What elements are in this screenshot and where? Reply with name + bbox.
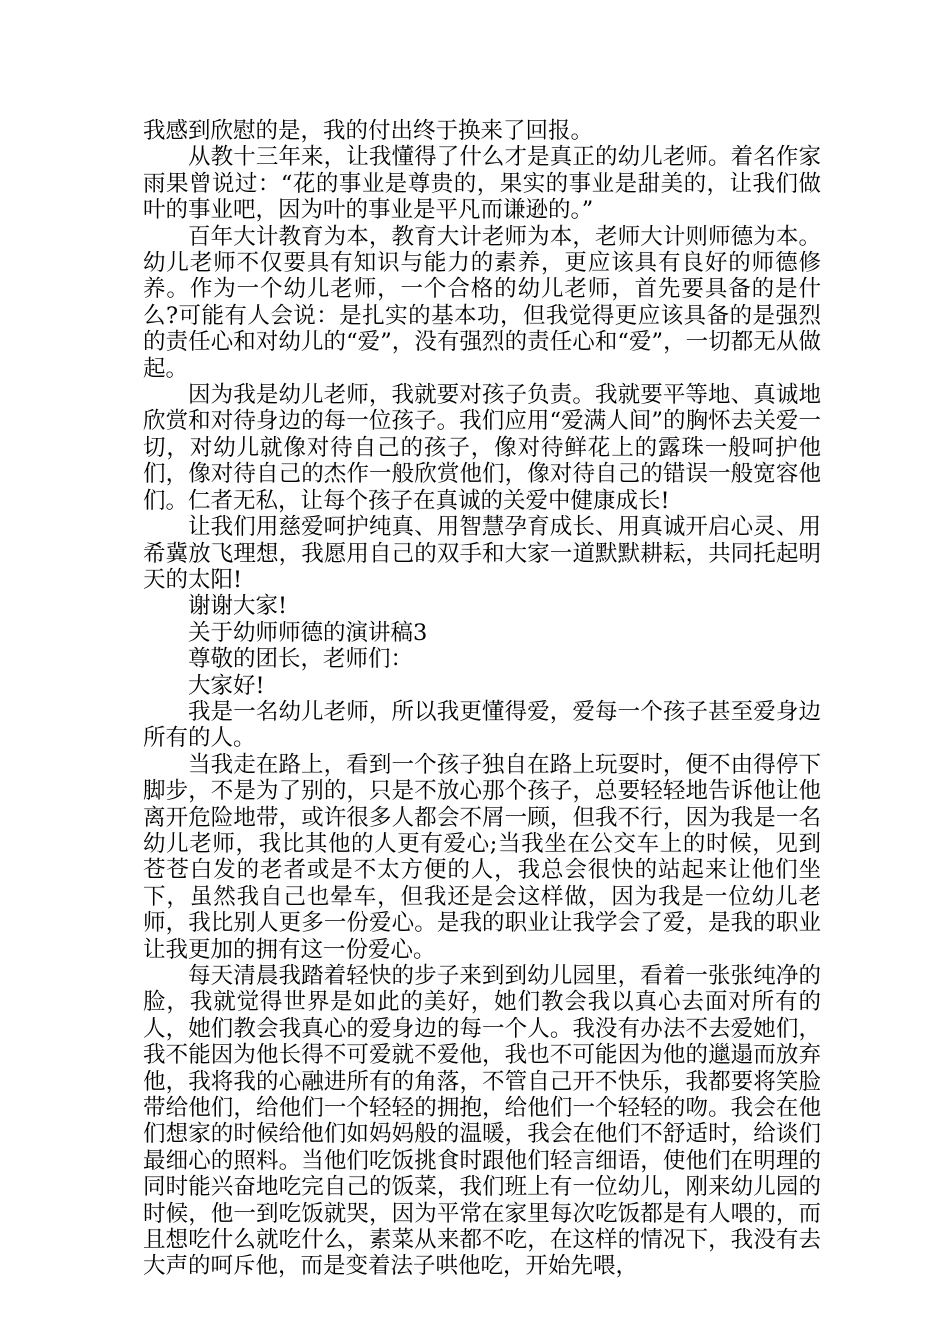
paragraph-daily-life: 每天清晨我踏着轻快的步子来到到幼儿园里，看着一张张纯净的脸，我就觉得世界是如此的美好，她们教会我以真心去面对所有的人，她们教会我真心的爱身边的每一个人。我没有办法不去爱她们，我不能因为他长得不可爱就不爱他，我也不可能因为他的邋遢而放弃他，我将我的心融进所有的角落，不管自己开不快乐，我都要将笑脸带给他们，给他们一个轻轻的拥抱，给他们一个轻轻的吻。我会在他们想家的时候给他们如妈妈般的温暖，我会在他们不舒适时，给谈们最细心的照料。当他们吃饭挑食时跟他们轻言细语，使他们在明理的同时能兴奋地吃完自己的饭菜，我们班上有一位幼儿，刚来幼儿园的时候，他一到吃饭就哭，因为平常在家里每次吃饭都是有人喂的，而且想吃什么就吃什么，素菜从来都不吃，在这样的情况下，我没有去大声的呵斥他，而是变着法子哄他吃，开始先喂， [143, 963, 821, 1280]
paragraph-thanks: 谢谢大家! [188, 593, 288, 620]
paragraph-intro: 我是一名幼儿老师，所以我更懂得爱，爱每一个孩子甚至爱身边所有的人。 [143, 698, 821, 752]
speech-salutation: 尊敬的团长，老师们： [188, 646, 414, 673]
speech-title: 关于幼师师德的演讲稿3 [188, 619, 428, 646]
paragraph-ethics-foundation: 百年大计教育为本，教育大计老师为本，老师大计则师德为本。幼儿老师不仅要具有知识与能力的素养，更应该具有良好的师德修养。作为一个幼儿老师，一个合格的幼儿老师，首先要具备的是什么?可能有人会说：是扎实的基本功，但我觉得更应该具备的是强烈的责任心和对幼儿的“爱”，没有强烈的责任心和“爱”，一切都无从做起。 [143, 223, 821, 382]
document-page [143, 118, 821, 1280]
paragraph-continuation: 我感到欣慰的是，我的付出终于换来了回报。 [143, 118, 594, 144]
paragraph-street-example: 当我走在路上，看到一个孩子独自在路上玩耍时，便不由得停下脚步，不是为了别的，只是不放心那个孩子，总要轻轻地告诉他让他离开危险地带，或许很多人都会不屑一顾，但我不行，因为我是一名幼儿老师，我比其他的人更有爱心;当我坐在公交车上的时候，见到苍苍白发的老者或是不太方便的人，我总会很快的站起来让他们坐下，虽然我自己也晕车，但我还是会这样做，因为我是一位幼儿老师，我比别人更多一份爱心。是我的职业让我学会了爱，是我的职业让我更加的拥有这一份爱心。 [143, 751, 821, 963]
paragraph-responsibility: 因为我是幼儿老师，我就要对孩子负责。我就要平等地、真诚地欣赏和对待身边的每一位孩子。我们应用“爱满人间”的胸怀去关爱一切，对幼儿就像对待自己的孩子，像对待鲜花上的露珠一般呵护他们，像对待自己的杰作一般欣赏他们，像对待自己的错误一般宽容他们。仁者无私，让每个孩子在真诚的关爱中健康成长! [143, 382, 821, 514]
paragraph-call-to-action: 让我们用慈爱呵护纯真、用智慧孕育成长、用真诚开启心灵、用希冀放飞理想，我愿用自己的双手和大家一道默默耕耘，共同托起明天的太阳! [143, 514, 821, 593]
speech-greeting: 大家好! [188, 672, 265, 699]
paragraph-teaching-years: 从教十三年来，让我懂得了什么才是真正的幼儿老师。着名作家雨果曾说过：“花的事业是尊贵的，果实的事业是甜美的，让我们做叶的事业吧，因为叶的事业是平凡而谦逊的。” [143, 144, 821, 224]
